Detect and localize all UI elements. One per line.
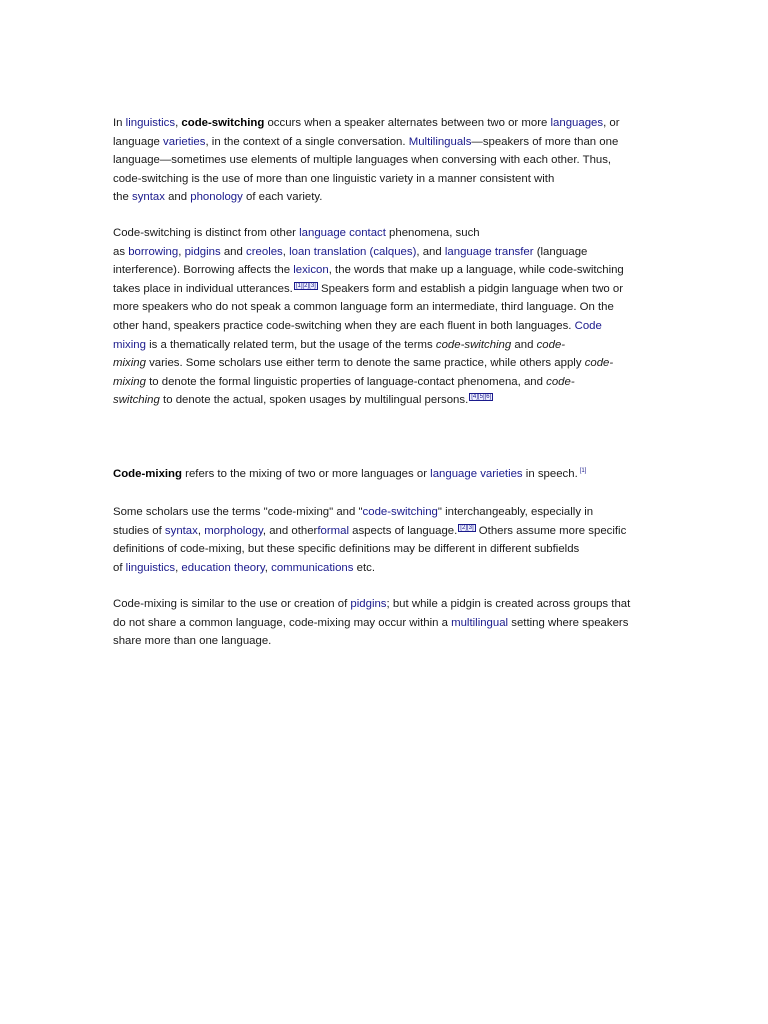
link-syntax[interactable]: syntax <box>132 191 165 204</box>
text: takes place in individual utterances. <box>113 282 293 295</box>
text: studies of <box>113 524 165 537</box>
citation-ref[interactable]: [1][2][3] <box>295 282 316 289</box>
link-multilingual[interactable]: multilingual <box>451 616 509 629</box>
paragraph-code-mixing-definition <box>113 465 661 484</box>
text-line <box>113 317 661 336</box>
link-code-switching[interactable]: code-switching <box>362 506 438 518</box>
paragraph-pidgins <box>113 595 661 651</box>
link-multilinguals[interactable]: Multilinguals <box>408 135 472 148</box>
text: , the words that make up a language, while code-switching <box>328 264 624 277</box>
text-line <box>113 224 661 243</box>
paragraph-distinction <box>113 224 661 410</box>
paragraph-scholars <box>113 503 661 577</box>
term-code-switching: code-switching <box>181 117 265 129</box>
link-varieties[interactable]: varieties <box>163 135 206 148</box>
text: Code-switching is distinct from other <box>113 227 300 239</box>
text: Others assume more specific <box>475 524 627 537</box>
text: , in the context of a single conversation. <box>205 135 409 148</box>
text: of <box>113 561 126 574</box>
italic-term: mixing <box>113 357 146 370</box>
text-line <box>113 280 661 299</box>
link-code-mixing[interactable]: Code <box>574 319 602 332</box>
text-line <box>113 261 661 280</box>
link-languages[interactable]: languages <box>550 117 604 129</box>
text-line <box>113 114 661 133</box>
link-language-transfer[interactable]: language transfer <box>444 245 534 258</box>
italic-term: mixing <box>113 375 146 388</box>
citation-ref[interactable]: [1] <box>579 468 587 474</box>
text-line <box>113 243 661 262</box>
text-line: language—sometimes use elements of multiple languages when conversing with each other. Thus, <box>113 154 612 167</box>
link-pidgins[interactable]: pidgins <box>350 598 387 610</box>
italic-term: code- <box>536 338 566 351</box>
text: Code-mixing is similar to the use or creation of <box>113 598 351 610</box>
text-line <box>113 614 661 633</box>
text: , and <box>416 245 445 258</box>
text: varies. Some scholars use either term to denote the same practice, while others apply <box>145 357 585 370</box>
text: , or <box>603 117 620 129</box>
text-line: definitions of code-mixing, but these specific definitions may be different in different subfields <box>113 543 580 556</box>
text: of each variety. <box>242 191 323 204</box>
text: to denote the actual, spoken usages by multilingual persons. <box>159 394 469 407</box>
text-line <box>113 391 661 410</box>
text: refers to the mixing of two or more languages or <box>181 468 431 480</box>
paragraph-intro <box>113 114 661 207</box>
term-code-mixing: Code-mixing <box>113 468 182 480</box>
text: do not share a common language, code-mixing may occur within a <box>113 616 452 629</box>
link-language-varieties[interactable]: language varieties <box>430 468 523 480</box>
link-lexicon[interactable]: lexicon <box>293 264 329 277</box>
italic-term: switching <box>113 394 160 407</box>
text-line <box>113 373 661 392</box>
text: language <box>113 135 164 148</box>
text: , <box>175 561 182 574</box>
text: —speakers of more than one <box>471 135 619 148</box>
text: , <box>178 245 185 258</box>
text: in speech. <box>522 468 578 480</box>
link-language-contact[interactable]: language contact <box>299 227 386 239</box>
text-line: share more than one language. <box>113 635 272 648</box>
text-line: code-switching is the use of more than one linguistic variety in a manner consistent with <box>113 172 555 185</box>
link-communications[interactable]: communications <box>271 561 354 574</box>
text: interference). Borrowing affects the <box>113 264 294 277</box>
italic-term: code- <box>546 375 575 388</box>
link-linguistics[interactable]: linguistics <box>125 561 176 574</box>
link-education-theory[interactable]: education theory <box>181 561 265 574</box>
text: and <box>164 191 191 204</box>
text: , <box>264 561 272 574</box>
text-line <box>113 559 661 578</box>
text: and <box>220 245 247 258</box>
text-line <box>113 336 661 355</box>
text-line <box>113 522 661 541</box>
link-loan-translation[interactable]: loan translation (calques) <box>289 245 417 258</box>
link-syntax[interactable]: syntax <box>164 524 198 537</box>
link-morphology[interactable]: morphology <box>204 524 263 537</box>
text: to denote the formal linguistic properties of language-contact phenomena, and <box>145 375 547 388</box>
text: aspects of language. <box>348 524 458 537</box>
text: , <box>197 524 205 537</box>
link-code-mixing[interactable]: mixing <box>113 338 146 351</box>
link-creoles[interactable]: creoles <box>246 245 283 258</box>
text: (language <box>533 245 588 258</box>
text: phenomena, such <box>385 227 480 239</box>
text: , <box>175 117 182 129</box>
italic-term: code-switching <box>435 338 512 351</box>
text: Speakers form and establish a pidgin language when two or <box>317 282 624 295</box>
text-line <box>113 354 661 373</box>
italic-term: code- <box>584 357 614 370</box>
link-formal[interactable]: formal <box>317 524 349 537</box>
text: other hand, speakers practice code-switching when they are each fluent in both languages. <box>113 319 575 332</box>
link-linguistics[interactable]: linguistics <box>125 117 176 129</box>
text: as <box>113 245 129 258</box>
text: is a thematically related term, but the usage of the terms <box>145 338 436 351</box>
citation-ref[interactable]: [2][3] <box>460 524 474 531</box>
text: the <box>113 191 132 204</box>
text-line <box>113 503 661 522</box>
text: Some scholars use the terms "code-mixing" and " <box>113 506 363 518</box>
text: In <box>113 117 126 129</box>
text-line <box>113 465 661 484</box>
text: , <box>282 245 290 258</box>
text-line <box>113 595 661 614</box>
link-borrowing[interactable]: borrowing <box>128 245 179 258</box>
text: " interchangeably, especially in <box>437 506 594 518</box>
text-line <box>113 133 661 152</box>
citation-ref[interactable]: [4][5][6] <box>471 394 492 401</box>
text: and <box>511 338 537 351</box>
link-pidgins[interactable]: pidgins <box>184 245 221 258</box>
text: occurs when a speaker alternates between two or more <box>264 117 551 129</box>
text-line <box>113 188 661 207</box>
text: ; but while a pidgin is created across groups that <box>386 598 631 610</box>
text: etc. <box>353 561 375 574</box>
text-line: more speakers who do not speak a common language form an intermediate, third language. On the <box>113 301 614 314</box>
text: setting where speakers <box>508 616 629 629</box>
text: , and other <box>262 524 318 537</box>
link-phonology[interactable]: phonology <box>190 191 243 204</box>
